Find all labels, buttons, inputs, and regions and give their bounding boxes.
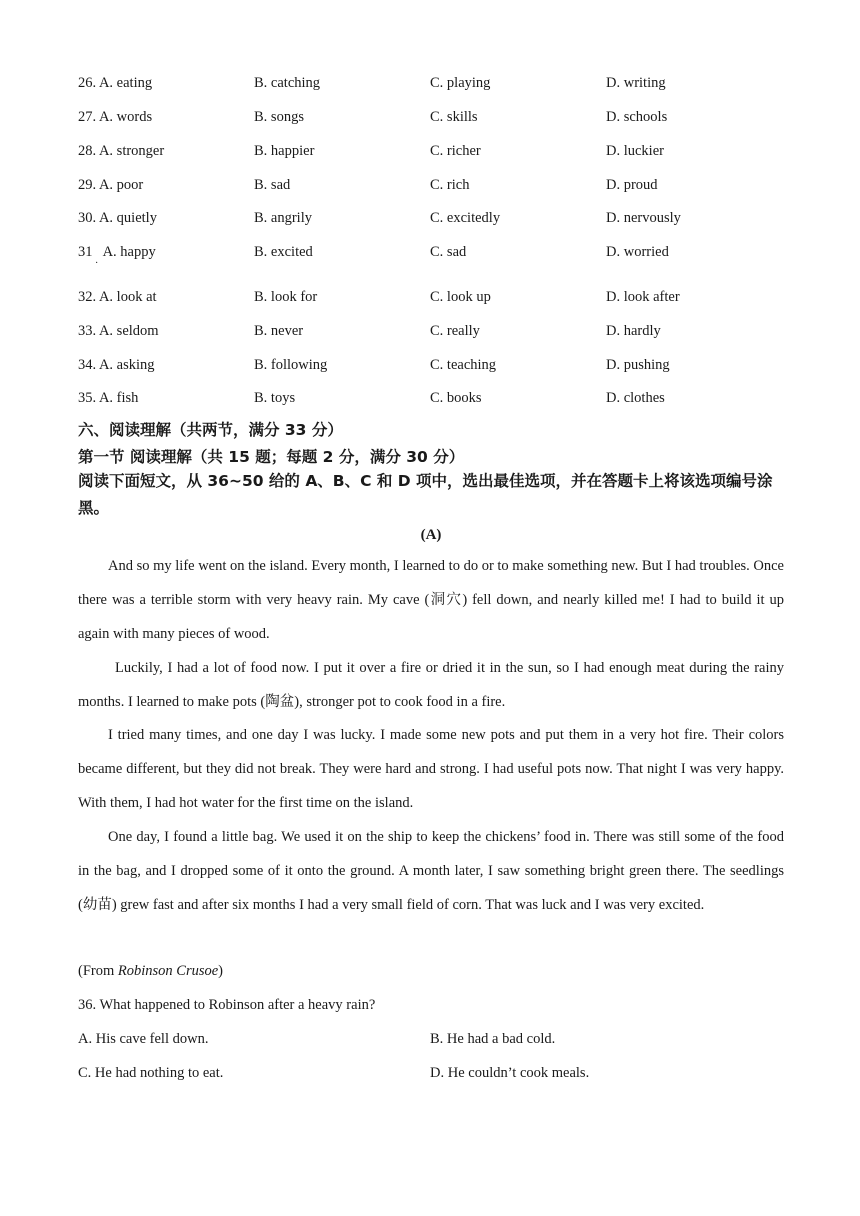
section-heading: 六、阅读理解（共两节，满分 33 分） (78, 421, 343, 439)
option-a: 34. A. asking (78, 357, 155, 373)
option-d: D. hardly (606, 323, 661, 339)
option-c: C. richer (430, 143, 481, 159)
option-c: C. sad (430, 244, 467, 260)
cloze-row-34 (78, 357, 784, 377)
paragraph-3: I tried many times, and one day I was lucky. I made some new pots and put them in a very hot fire. Their colors became different, but they did not break. They were hard and strong. I had useful pots now. That night I was very happy. With them, I had hot water for the first time on the island. (78, 727, 784, 811)
subsection-heading: 第一节 阅读理解（共 15 题；每题 2 分，满分 30 分） (78, 448, 465, 466)
question-stem: 36. What happened to Robinson after a heavy rain? (78, 997, 376, 1013)
option-c: C. rich (430, 177, 470, 193)
option-d: D. schools (606, 109, 668, 125)
option-b: B. never (254, 323, 304, 339)
option-d: D. worried (606, 244, 669, 260)
option-b: B. following (254, 357, 328, 373)
answer-c: C. He had nothing to eat. (78, 1065, 224, 1081)
cloze-row-30 (78, 210, 784, 230)
paragraph-1: And so my life went on the island. Every month, I learned to do or to make something new. But I had troubles. Once there was a terrible storm with very heavy rain. My cave (洞穴) fell down, and nearly killed me! I had to build it up again with many pieces of wood. (78, 558, 784, 642)
source-prefix: (From (78, 963, 118, 979)
paragraph-2: Luckily, I had a lot of food now. I put it over a fire or dried it in the sun, so I had enough meat during the rainy months. I learned to make pots (陶盆), stronger pot to cook food in a fire. (78, 660, 784, 710)
option-b: B. look for (254, 289, 318, 305)
answer-d: D. He couldn’t cook meals. (430, 1065, 590, 1081)
answer-b: B. He had a bad cold. (430, 1031, 556, 1047)
option-c: C. teaching (430, 357, 497, 373)
option-b: B. catching (254, 75, 321, 91)
option-c: C. skills (430, 109, 478, 125)
option-a: 26. A. eating (78, 75, 153, 91)
source-line (78, 963, 223, 980)
instructions: 阅读下面短文，从 36~50 给的 A、B、C 和 D 项中，选出最佳选项，并在答题卡上将该选项编号涂黑。 (78, 472, 773, 517)
option-a: 35. A. fish (78, 390, 139, 406)
option-a: 32. A. look at (78, 289, 157, 305)
passage-title: (A) (420, 527, 442, 543)
option-d: D. writing (606, 75, 666, 91)
option-b: B. angrily (254, 210, 312, 226)
option-c: C. playing (430, 75, 491, 91)
cloze-row-35 (78, 390, 784, 410)
option-a: 28. A. stronger (78, 143, 165, 159)
option-d: D. luckier (606, 143, 664, 159)
paragraph-4: One day, I found a little bag. We used it on the ship to keep the chickens’ food in. There was still some of the food in the bag, and I dropped some of it onto the ground. A month later, I saw something bright green there. The seedlings (幼苗) grew fast and after six months I had a very small field of corn. That was luck and I was very excited. (78, 829, 784, 913)
option-c: C. excitedly (430, 210, 501, 226)
cloze-row-27 (78, 109, 784, 129)
option-c: C. really (430, 323, 480, 339)
cloze-row-29 (78, 177, 784, 197)
option-a: 27. A. words (78, 109, 153, 125)
cloze-row-28 (78, 143, 784, 163)
answer-a: A. His cave fell down. (78, 1031, 209, 1047)
option-a: 33. A. seldom (78, 323, 159, 339)
option-b: B. excited (254, 244, 313, 260)
option-d: D. look after (606, 289, 680, 305)
option-d: D. nervously (606, 210, 681, 226)
option-c: C. look up (430, 289, 491, 305)
option-a: 31 A. happy (78, 244, 156, 260)
cloze-row-32 (78, 289, 784, 309)
option-a: 29. A. poor (78, 177, 144, 193)
source-suffix: ) (218, 963, 224, 979)
cloze-row-31 (78, 244, 784, 269)
option-b: B. sad (254, 177, 291, 193)
option-b: B. songs (254, 109, 304, 125)
option-d: D. proud (606, 177, 658, 193)
cloze-row-33 (78, 323, 784, 343)
option-c: C. books (430, 390, 482, 406)
option-a: 30. A. quietly (78, 210, 157, 226)
source-title: Robinson Crusoe (117, 963, 219, 979)
option-b: B. happier (254, 143, 315, 159)
stray-dot: · (95, 258, 99, 269)
option-d: D. clothes (606, 390, 665, 406)
option-b: B. toys (254, 390, 296, 406)
cloze-row-26 (78, 75, 784, 95)
option-d: D. pushing (606, 357, 670, 373)
